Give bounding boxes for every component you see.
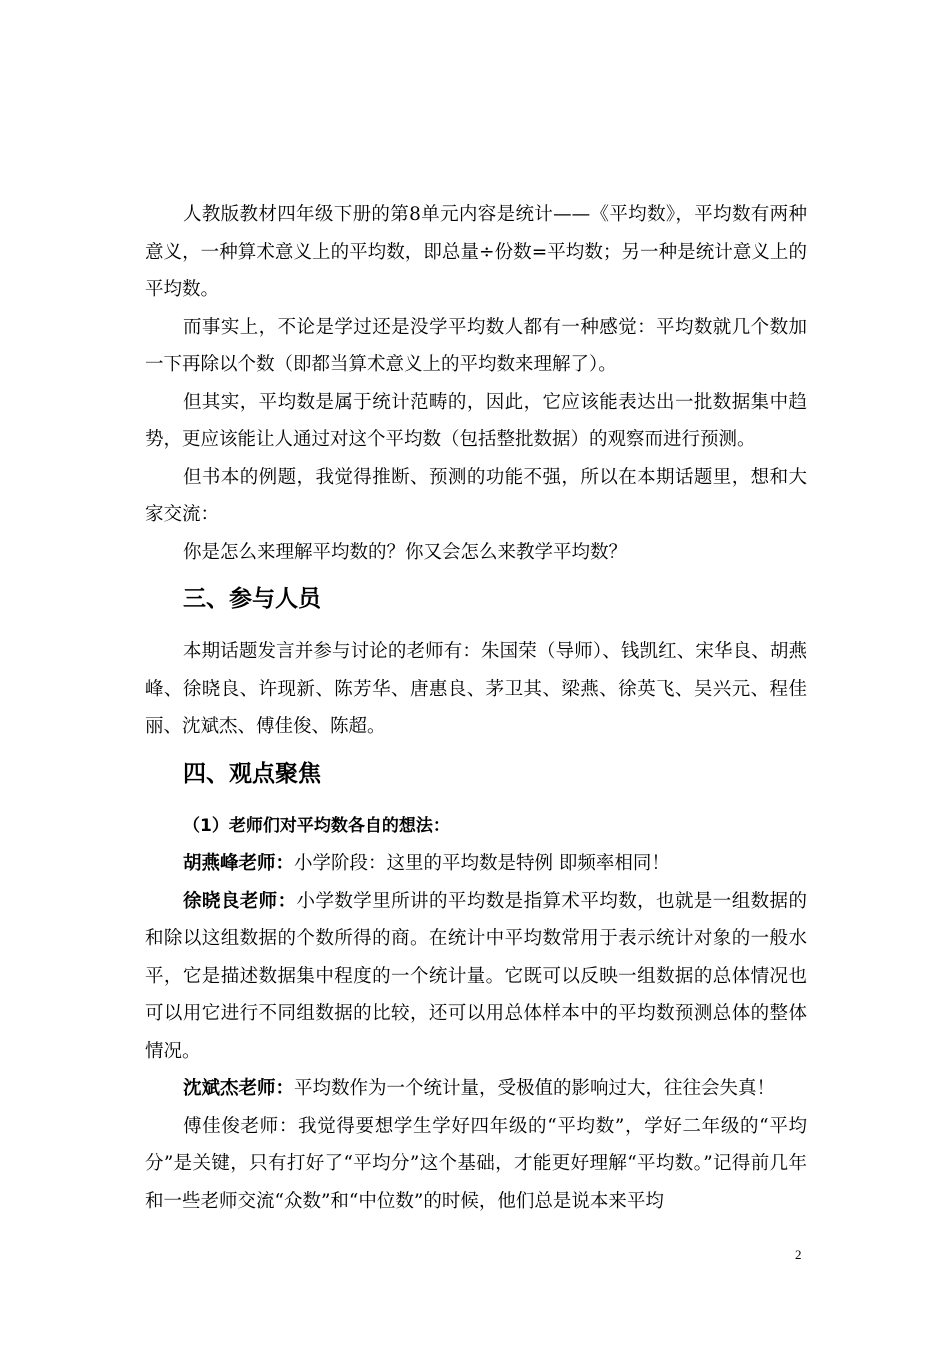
intro-paragraph-1: 人教版教材四年级下册的第8单元内容是统计——《平均数》，平均数有两种意义，一种算术意义上的平均数，即总量÷份数=平均数；另一种是统计意义上的平均数。 (145, 204, 807, 300)
participants-paragraph: 本期话题发言并参与讨论的老师有：朱国荣（导师）、钱凯红、宋华良、胡燕峰、徐晓良、许现新、陈芳华、唐惠良、茅卫其、梁燕、徐英飞、吴兴元、程佳丽、沈斌杰、傅佳俊、陈超。 (145, 641, 807, 737)
speaker-name: 徐晓良老师： (183, 890, 297, 912)
speaker-name: 沈斌杰老师： (183, 1078, 295, 1099)
viewpoint-text: 平均数作为一个统计量，受极值的影响过大，往往会失真！ (294, 1078, 776, 1099)
viewpoint-entry (145, 845, 807, 883)
intro-paragraph-5: 你是怎么来理解平均数的？你又会怎么来教学平均数？ (183, 541, 628, 563)
viewpoint-text: 小学数学里所讲的平均数是指算术平均数，也就是一组数据的和除以这组数据的个数所得的商。在统计中平均数常用于表示统计对象的一般水平，它是描述数据集中程度的一个统计量。它既可以反映一组数据的总体情况也可以用它进行不同组数据的比较，还可以用总体样本中的平均数预测总体的整体情况。 (145, 890, 807, 1062)
viewpoint-paragraph-last: 傅佳俊老师：我觉得要想学生学好四年级的“平均数”，学好二年级的“平均分”是关键，只有打好了“平均分”这个基础，才能更好理解“平均数。”记得前几年和一些老师交流“众数”和“中位数”的时候，他们总是说本来平均 (145, 1115, 807, 1212)
page-number: 2 (795, 1247, 802, 1262)
intro-paragraph-2: 而事实上，不论是学过还是没学平均数人都有一种感觉：平均数就几个数加一下再除以个数（即都当算术意义上的平均数来理解了）。 (145, 316, 807, 375)
viewpoint-text: 小学阶段：这里的平均数是特例 即频率相同！ (294, 853, 670, 874)
viewpoint-entry (145, 1070, 807, 1108)
intro-paragraph-3: 但其实，平均数是属于统计范畴的，因此，它应该能表达出一批数据集中趋势，更应该能让人通过对这个平均数（包括整批数据）的观察而进行预测。 (145, 391, 807, 450)
section-heading-viewpoints: 四、观点聚焦 (183, 760, 321, 787)
section-heading-participants: 三、参与人员 (183, 586, 321, 612)
viewpoint-entry (145, 883, 807, 1071)
speaker-name: 胡燕峰老师： (183, 853, 295, 874)
page-content (145, 196, 807, 1220)
intro-paragraph-4: 但书本的例题，我觉得推断、预测的功能不强，所以在本期话题里，想和大家交流： (145, 466, 807, 525)
viewpoints-subheading: （1）老师们对平均数各自的想法： (183, 815, 450, 836)
